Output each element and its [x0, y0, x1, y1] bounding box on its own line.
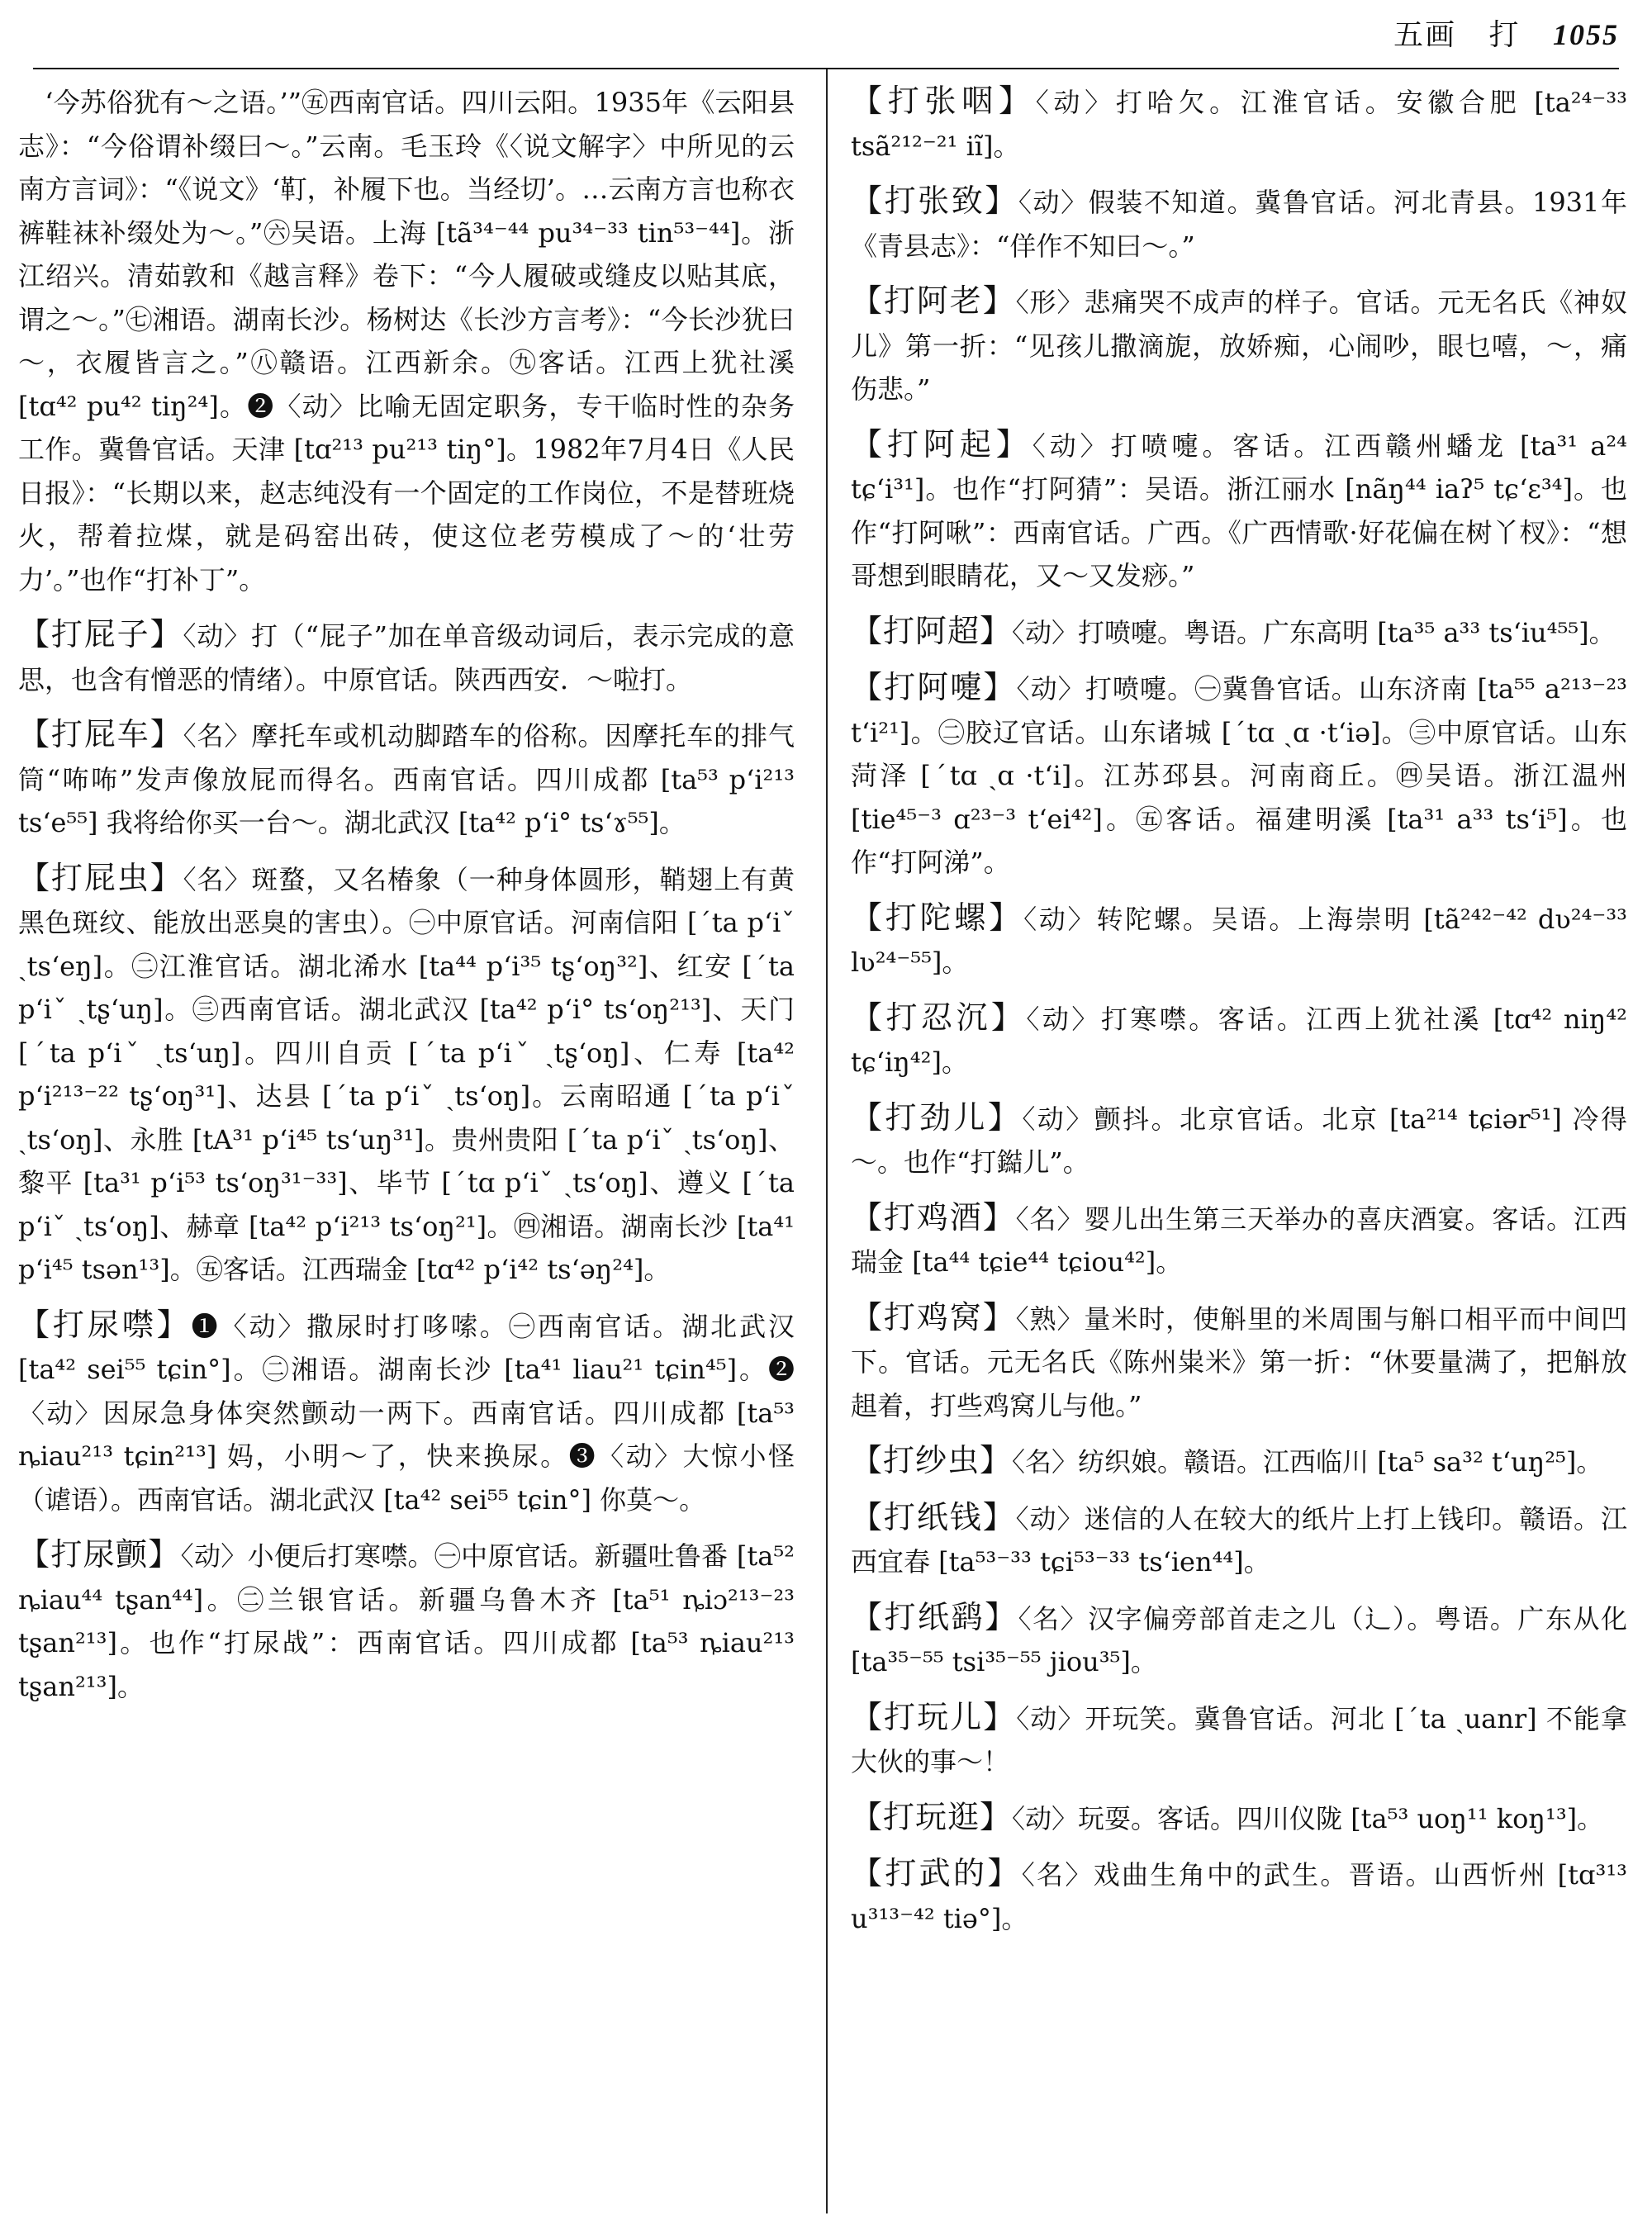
entry-headword: 【打张咽】	[851, 83, 1036, 119]
entry-definition: 〈动〉打喷嚏。粤语。广东高明 [ta³⁵ a³³ ts‘iu⁴⁵⁵]。	[1012, 616, 1616, 648]
dictionary-entry	[851, 279, 1627, 411]
entry-headword: 【打阿老】	[851, 282, 1016, 319]
entry-definition: 〈形〉悲痛哭不成声的样子。官话。元无名氏《神奴儿》第一折：“见孩儿撒滴旎，放娇痴，心闹吵，眼乜嘻，～，痛伤悲。”	[851, 287, 1627, 405]
dictionary-entry	[851, 1496, 1627, 1584]
entry-headword: 【打武的】	[851, 1855, 1022, 1891]
left-column	[18, 79, 795, 2213]
dictionary-entry	[851, 1196, 1627, 1284]
dictionary-entry	[851, 996, 1627, 1084]
entry-definition: 〈动〉迷信的人在较大的纸片上打上钱印。赣语。江西宜春 [ta⁵³⁻³³ tɕi⁵³⁻³³ ts‘ien⁴⁴]。	[851, 1502, 1627, 1578]
entry-definition: 〈名〉戏曲生角中的武生。晋语。山西忻州 [tɑ³¹³ u³¹³⁻⁴² tiə°]。	[851, 1859, 1627, 1934]
dictionary-entry	[851, 423, 1627, 598]
entry-definition: 〈名〉纺织娘。赣语。江西临川 [ta⁵ sa³² t‘uŋ²⁵]。	[1012, 1446, 1603, 1478]
dictionary-entry	[18, 1303, 795, 1522]
dictionary-entry	[851, 79, 1627, 168]
entry-headword: 【打屁车】	[18, 716, 183, 752]
entry-headword: 【打纸鹞】	[851, 1598, 1018, 1635]
entry-definition: 〈名〉斑蝥，又名椿象（一种身体圆形，鞘翅上有黄黑色斑纹、能放出恶臭的害虫）。㊀中原官话。河南信阳 [ˊta p‘iˇ ˏts‘eŋ]。㊁江淮官话。湖北浠水 [ta⁴⁴ p‘i³⁵ tʂ‘oŋ³²]、红安 [ˊta p‘iˇ ˏtʂ‘uŋ]。㊂西南官话。湖北武汉 [ta⁴² p‘i° ts‘oŋ²¹³]、天门 [ˊta p‘iˇ ˏts‘uŋ]。四川自贡 [ˊta p‘iˇ ˏtʂ‘oŋ]、仁寿 [ta⁴² p‘i²¹³⁻²² tʂ‘oŋ³¹]、达县 [ˊta p‘iˇ ˏts‘oŋ]。云南昭通 [ˊta p‘iˇ ˏts‘oŋ]、永胜 [tA³¹ p‘i⁴⁵ ts‘uŋ³¹]。贵州贵阳 [ˊta p‘iˇ ˏts‘oŋ]、黎平 [ta³¹ p‘i⁵³ ts‘oŋ³¹⁻³³]、毕节 [ˊtɑ p‘iˇ ˏts‘oŋ]、遵义 [ˊta p‘iˇ ˏts‘oŋ]、赫章 [ta⁴² p‘i²¹³ ts‘oŋ²¹]。㊃湘语。湖南长沙 [ta⁴¹ p‘i⁴⁵ tsən¹³]。㊄客话。江西瑞金 [tɑ⁴² p‘i⁴² ts‘əŋ²⁴]。	[18, 863, 795, 1285]
entry-headword: 【打鸡酒】	[851, 1198, 1016, 1236]
dictionary-entry	[851, 1296, 1627, 1428]
dictionary-entry	[18, 856, 795, 1292]
entry-definition: 〈动〉开玩笑。冀鲁官话。河北 [ˊta ˏuanr] 不能拿大伙的事～！	[851, 1702, 1627, 1777]
dictionary-entry	[851, 1596, 1627, 1684]
entry-headword: 【打纸钱】	[851, 1498, 1016, 1535]
entry-headword: 【打陀螺】	[851, 899, 1024, 936]
entry-definition: 〈动〉小便后打寒噤。㊀中原官话。新疆吐鲁番 [ta⁵² ȵiau⁴⁴ tʂan⁴⁴]。㊁兰银官话。新疆乌鲁木齐 [ta⁵¹ ȵiɔ²¹³⁻²³ tʂan²¹³]。也作“打尿战”：西南官话。四川成都 [ta⁵³ ȵiau²¹³ tʂan²¹³]。	[18, 1540, 795, 1702]
dictionary-entry	[851, 610, 1627, 655]
entry-definition: 〈动〉打（“屁子”加在单音级动词后，表示完成的意思，也含有憎恶的情绪）。中原官话。陕西西安．～啦打。	[18, 620, 795, 695]
right-column	[851, 79, 1627, 2213]
entry-definition: ❶〈动〉撒尿时打哆嗦。㊀西南官话。湖北武汉 [ta⁴² sei⁵⁵ tɕin°]。㊁湘语。湖南长沙 [ta⁴¹ liau²¹ tɕin⁴⁵]。❷〈动〉因尿急身体突然颤动一两下。西南官话。四川成都 [ta⁵³ ȵiau²¹³ tɕin²¹³] 妈，小明～了，快来换尿。❸〈动〉大惊小怪（谑语）。西南官话。湖北武汉 [ta⁴² sei⁵⁵ tɕin°] 你莫～。	[18, 1310, 795, 1516]
page-number: 1055	[1553, 18, 1619, 51]
entry-definition: 〈动〉颤抖。北京官话。北京 [ta²¹⁴ tɕiər⁵¹] 冷得～。也作“打鐑儿”。	[851, 1103, 1627, 1178]
entry-definition: 〈名〉汉字偏旁部首走之儿（辶）。粤语。广东从化 [ta³⁵⁻⁵⁵ tsi³⁵⁻⁵⁵ jiou³⁵]。	[851, 1602, 1627, 1677]
entry-headword: 【打屁虫】	[18, 859, 183, 896]
dictionary-entry	[18, 1533, 795, 1708]
dictionary-entry	[18, 79, 795, 601]
entry-headword: 【打尿噤】	[18, 1306, 192, 1343]
page-header	[33, 12, 1619, 61]
dictionary-entry	[851, 1439, 1627, 1484]
entry-definition: 〈动〉打喷嚏。㊀冀鲁官话。山东济南 [ta⁵⁵ a²¹³⁻²³ t‘i²¹]。㊁胶辽官话。山东诸城 [ˊtɑ ˏɑ ·t‘iə]。㊂中原官话。山东菏泽 [ˊtɑ ˏɑ ·t‘i]。江苏邳县。河南商丘。㊃吴语。浙江温州 [tie⁴⁵⁻³ ɑ²³⁻³ t‘ei⁴²]。㊄客话。福建明溪 [ta³¹ a³³ ts‘i⁵]。也作“打阿涕”。	[851, 673, 1627, 878]
dictionary-entry	[851, 1852, 1627, 1940]
entry-headword: 【打玩儿】	[851, 1698, 1017, 1735]
dictionary-entry	[18, 613, 795, 701]
dictionary-entry	[851, 1096, 1627, 1184]
entry-headword: 【打阿嚏】	[851, 669, 1017, 705]
header-char: 打	[1488, 18, 1521, 52]
entry-headword: 【打张致】	[851, 183, 1018, 219]
section-label: 五画	[1393, 18, 1457, 52]
entry-headword: 【打玩逛】	[851, 1798, 1013, 1835]
dictionary-entry	[851, 1796, 1627, 1841]
entry-headword: 【打纱虫】	[851, 1442, 1013, 1478]
entry-definition: 〈动〉转陀螺。吴语。上海崇明 [tã²⁴²⁻⁴² dʋ²⁴⁻³³ lʋ²⁴⁻⁵⁵]。	[851, 903, 1627, 978]
dictionary-entry	[851, 666, 1627, 885]
dictionary-entry	[851, 179, 1627, 268]
column-divider	[826, 69, 828, 2213]
dictionary-entry	[851, 896, 1627, 985]
entry-headword: 【打劲儿】	[851, 1098, 1023, 1136]
entry-definition: 〈动〉玩耍。客话。四川仪陇 [ta⁵³ uoŋ¹¹ koŋ¹³]。	[1012, 1802, 1604, 1834]
dictionary-entry	[851, 1696, 1627, 1784]
entry-headword: 【打尿颤】	[18, 1536, 181, 1573]
entry-definition: 〈名〉摩托车或机动脚踏车的俗称。因摩托车的排气筒“咘咘”发声像放屁而得名。西南官话。四川成都 [ta⁵³ p‘i²¹³ ts‘e⁵⁵] 我将给你买一台～。湖北武汉 [ta⁴² p‘i° ts‘ɤ⁵⁵]。	[18, 720, 795, 838]
entry-headword: 【打忍沉】	[851, 999, 1027, 1036]
entry-definition: 〈动〉打喷嚏。客话。江西赣州蟠龙 [ta³¹ a²⁴ tɕ‘i³¹]。也作“打阿猜”：吴语。浙江丽水 [nãŋ⁴⁴ iaʔ⁵ tɕ‘ɛ³⁴]。也作“打阿啾”：西南官话。广西。《广西情歌·好花偏在树丫杈》：“想哥想到眼睛花，又～又发痧。”	[851, 429, 1627, 591]
entry-definition: ‘今苏俗犹有～之语。’”㊄西南官话。四川云阳。1935年《云阳县志》：“今俗谓补缀曰～。”云南。毛玉玲《〈说文解字〉中所见的云南方言词》：“《说文》‘靪，补履下也。当经切’。…云南方言也称衣裤鞋袜补缀处为～。”㊅吴语。上海 [tã³⁴⁻⁴⁴ pu³⁴⁻³³ tin⁵³⁻⁴⁴]。浙江绍兴。清茹敦和《越言释》卷下：“今人履破或缝皮以贴其底，谓之～。”㊆湘语。湖南长沙。杨树达《长沙方言考》：“今长沙犹曰～，衣履皆言之。”㊇赣语。江西新余。㊈客话。江西上犹社溪 [tɑ⁴² pu⁴² tiŋ²⁴]。❷〈动〉比喻无固定职务，专干临时性的杂务工作。冀鲁官话。天津 [tɑ²¹³ pu²¹³ tiŋ°]。1982年7月4日《人民日报》：“长期以来，赵志纯没有一个固定的工作岗位，不是替班烧火，帮着拉煤，就是码窑出砖，使这位老劳模成了～的‘壮劳力’。”也作“打补丁”。	[18, 87, 795, 595]
entry-headword: 【打阿超】	[851, 612, 1013, 649]
dictionary-entry	[18, 713, 795, 845]
entry-headword: 【打鸡窝】	[851, 1298, 1016, 1336]
entry-headword: 【打阿起】	[851, 425, 1032, 463]
entry-definition: 〈熟〉量米时，使斛里的米周围与斛口相平而中间凹下。官话。元无名氏《陈州粜米》第一折：“休要量满了，把斛放趄着，打些鸡窝儿与他。”	[851, 1302, 1627, 1421]
entry-definition: 〈动〉打寒噤。客话。江西上犹社溪 [tɑ⁴² niŋ⁴² tɕ‘iŋ⁴²]。	[851, 1003, 1627, 1078]
entry-definition: 〈名〉婴儿出生第三天举办的喜庆酒宴。客话。江西瑞金 [ta⁴⁴ tɕie⁴⁴ tɕiou⁴²]。	[851, 1203, 1627, 1278]
entry-definition: 〈动〉假装不知道。冀鲁官话。河北青县。1931年《青县志》：“佯作不知曰～。”	[851, 187, 1627, 262]
entry-definition: 〈动〉打哈欠。江淮官话。安徽合肥 [ta²⁴⁻³³ tsã²¹²⁻²¹ iĩ]。	[851, 87, 1627, 162]
entry-headword: 【打屁子】	[18, 616, 183, 652]
